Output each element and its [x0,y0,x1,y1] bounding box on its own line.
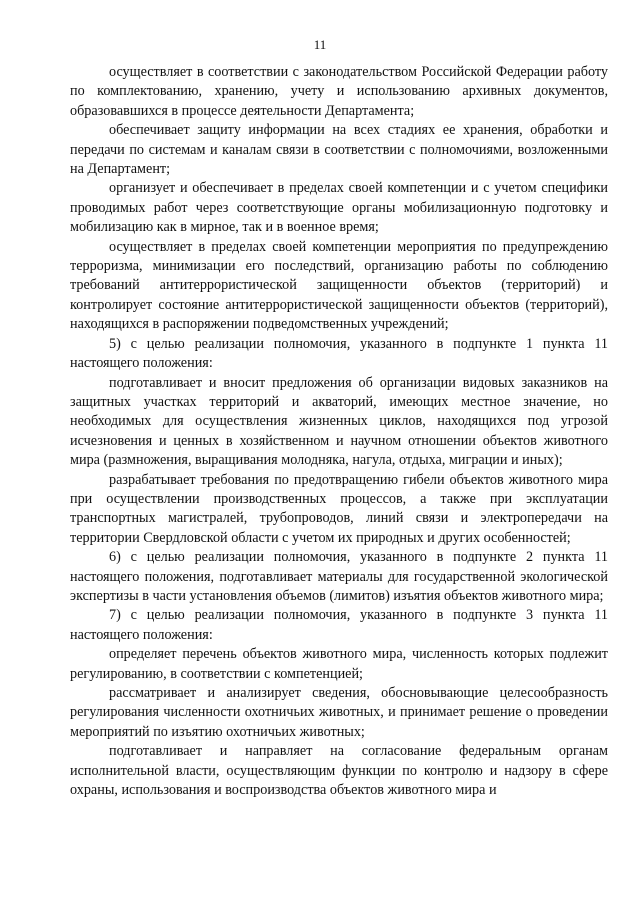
paragraph-antiterrorism: осуществляет в пределах своей компетенции мероприятия по предупреждению терроризма, минимизации его последствий, организацию работы по соблюдению требований антитеррористической защищенности объектов (территорий) и контролирует состояние антитеррористической защищенности объектов (территорий), находящихся в распоряжении подведомственных учреждений; [70,238,608,333]
page-number: 11 [313,37,327,52]
paragraph-federal-coordination: подготавливает и направляет на согласование федеральным органам исполнительной власти, осуществляющим функции по контролю и надзору в сфере охраны, использования и воспроизводства объектов животного мира и [70,743,608,799]
paragraph-regulated-species: определяет перечень объектов животного мира, численность которых подлежит регулированию, в соответствии с компетенцией; [70,646,608,682]
paragraph-reserves: подготавливает и вносит предложения об организации видовых заказников на защитных участках территорий и акваторий, имеющих местное значение, но необходимых для осуществления жизненных циклов, находящихся под угрозой исчезновения и ценных в хозяйственном и научном отношении объектов животного мира (размножения, выращивания молодняка, нагула, отдыха, миграции и иных); [70,374,608,469]
paragraph-wildlife-protection: разрабатывает требования по предотвращению гибели объектов животного мира при осуществлении производственных процессов, а также при эксплуатации транспортных магистралей, трубопроводов, линий связи и электропередачи на территории Свердловской области с учетом их природных и других особенностей; [70,471,608,546]
paragraph-archives: осуществляет в соответствии с законодательством Российской Федерации работу по комплектованию, хранению, учету и использованию архивных документов, образовавшихся в процессе деятельности Департамента; [70,64,608,119]
document-body [70,63,608,800]
paragraph-population-regulation: рассматривает и анализирует сведения, обосновывающие целесообразность регулирования численности охотничьих животных, и принимает решение о проведении мероприятий по изъятию охотничьих животных; [70,685,608,740]
paragraph-item-5: 5) с целью реализации полномочия, указанного в подпункте 1 пункта 11 настоящего положения: [70,335,608,372]
paragraph-item-6: 6) с целью реализации полномочия, указанного в подпункте 2 пункта 11 настоящего положения, подготавливает материалы для государственной экологической экспертизы в части установления объемов (лимитов) изъятия объектов животного мира; [70,549,608,604]
paragraph-information-protection: обеспечивает защиту информации на всех стадиях ее хранения, обработки и передачи по системам и каналам связи в соответствии с полномочиями, возложенными на Департамент; [70,122,608,178]
paragraph-item-7: 7) с целью реализации полномочия, указанного в подпункте 3 пункта 11 настоящего положения: [70,607,608,643]
paragraph-mobilization: организует и обеспечивает в пределах своей компетенции и с учетом специфики проводимых работ через соответствующие органы мобилизационную подготовку и мобилизацию как в мирное, так и в военное время; [70,180,608,236]
